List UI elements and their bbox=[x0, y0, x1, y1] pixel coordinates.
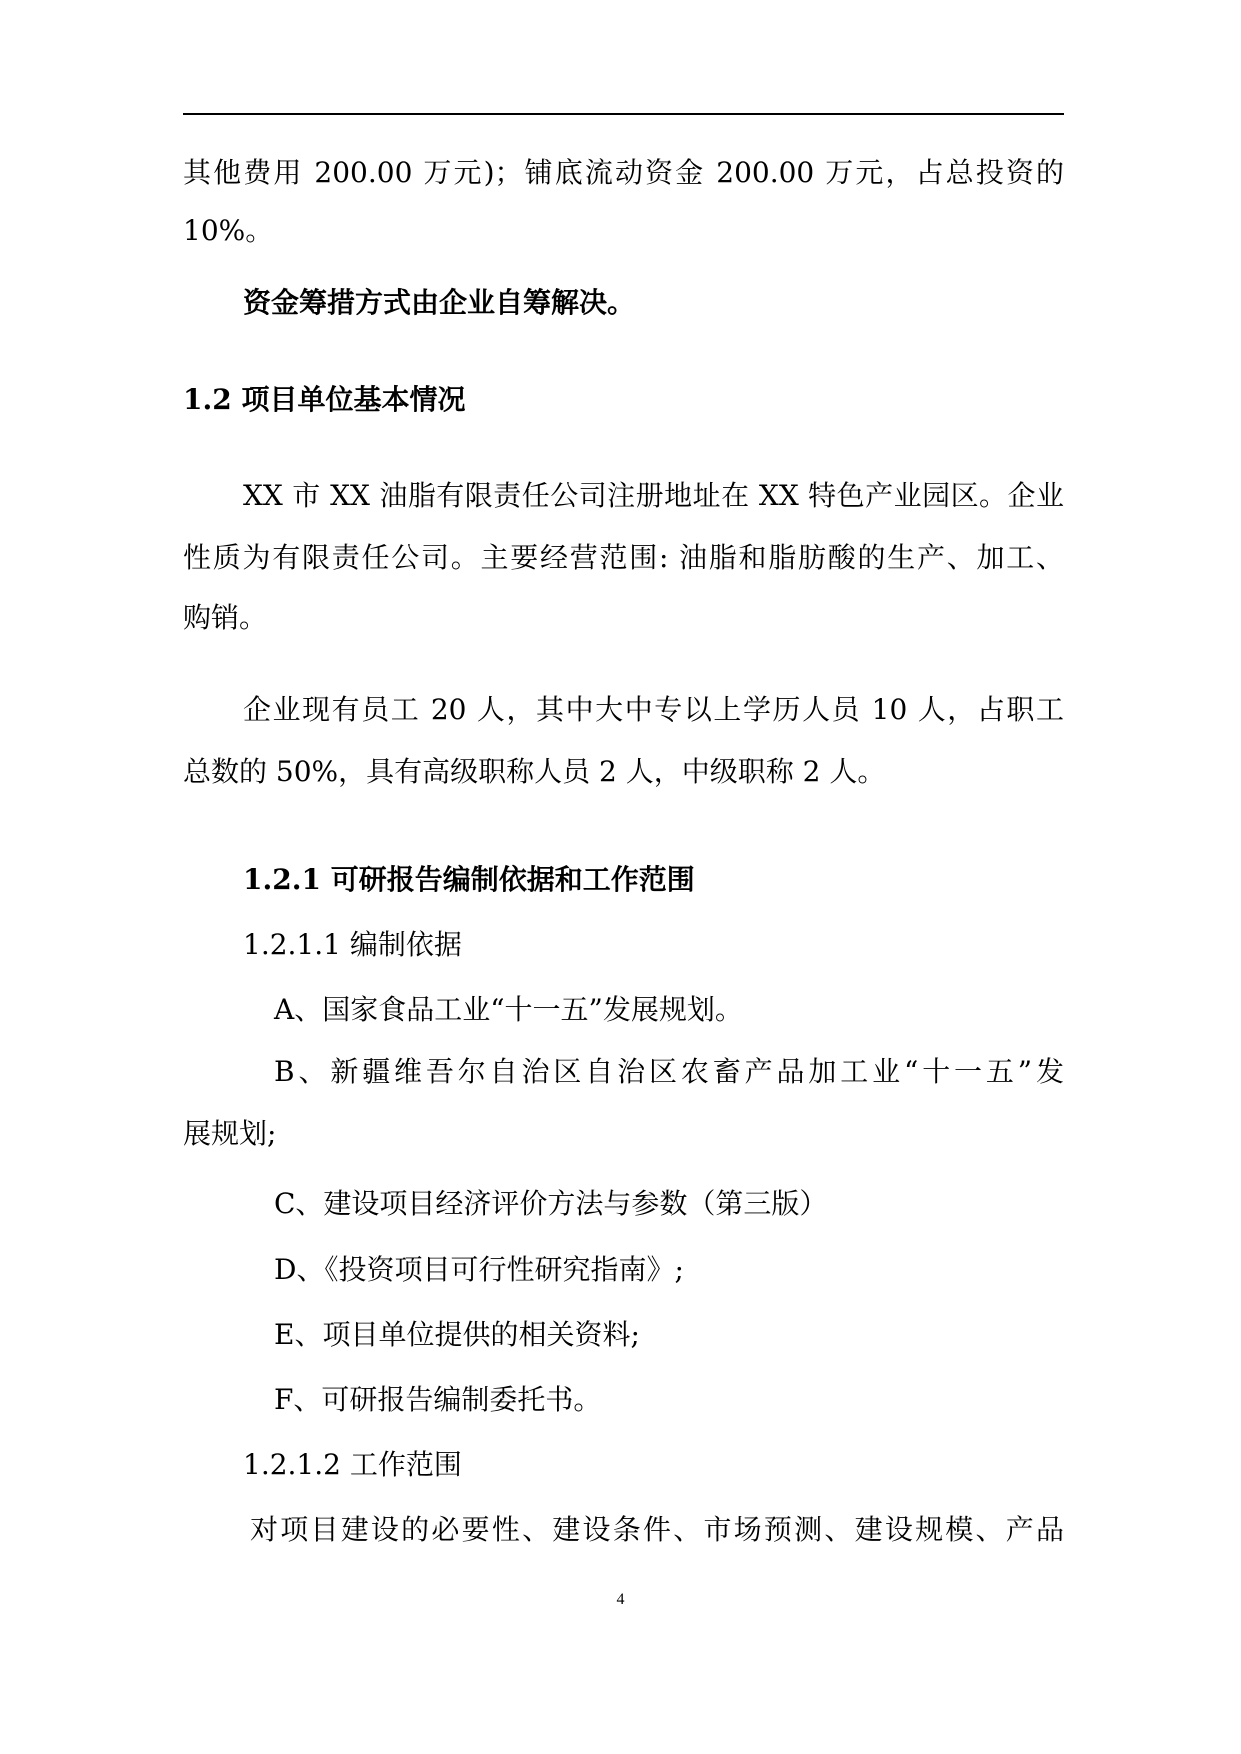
page-number: 4 bbox=[616, 1591, 625, 1608]
sub-subsection-heading: 1.2.1.2 工作范围 bbox=[243, 1448, 462, 1481]
paragraph-line: 企业现有员工 20 人，其中大中专以上学历人员 10 人，占职工 bbox=[243, 693, 1064, 726]
paragraph-line: XX 市 XX 油脂有限责任公司注册地址在 XX 特色产业园区。企业 bbox=[243, 479, 1064, 512]
list-item-continuation: 展规划; bbox=[183, 1117, 277, 1150]
section-heading: 1.2 项目单位基本情况 bbox=[183, 383, 466, 416]
paragraph-line: 总数的 50%，具有高级职称人员 2 人，中级职称 2 人。 bbox=[183, 755, 886, 788]
header-rule bbox=[183, 113, 1064, 115]
list-item: F、可研报告编制委托书。 bbox=[274, 1383, 602, 1416]
paragraph-line: 10%。 bbox=[183, 214, 274, 247]
list-item: C、建设项目经济评价方法与参数（第三版） bbox=[274, 1187, 828, 1220]
paragraph-line: 对项目建设的必要性、建设条件、市场预测、建设规模、产品 bbox=[250, 1513, 1064, 1546]
paragraph-line: 购销。 bbox=[183, 601, 268, 634]
list-item: E、项目单位提供的相关资料; bbox=[274, 1318, 640, 1351]
paragraph-line: 性质为有限责任公司。主要经营范围: 油脂和脂肪酸的生产、加工、 bbox=[183, 541, 1064, 574]
list-item: A、国家食品工业“十一五”发展规划。 bbox=[274, 993, 743, 1026]
subsection-heading: 1.2.1 可研报告编制依据和工作范围 bbox=[243, 863, 695, 896]
paragraph-line: 其他费用 200.00 万元)；铺底流动资金 200.00 万元，占总投资的 bbox=[183, 156, 1064, 189]
sub-subsection-heading: 1.2.1.1 编制依据 bbox=[243, 928, 462, 961]
list-item: D、《投资项目可行性研究指南》; bbox=[274, 1253, 684, 1286]
list-item: B、新疆维吾尔自治区自治区农畜产品加工业“十一五”发 bbox=[274, 1055, 1064, 1088]
bold-statement: 资金筹措方式由企业自筹解决。 bbox=[243, 286, 636, 319]
